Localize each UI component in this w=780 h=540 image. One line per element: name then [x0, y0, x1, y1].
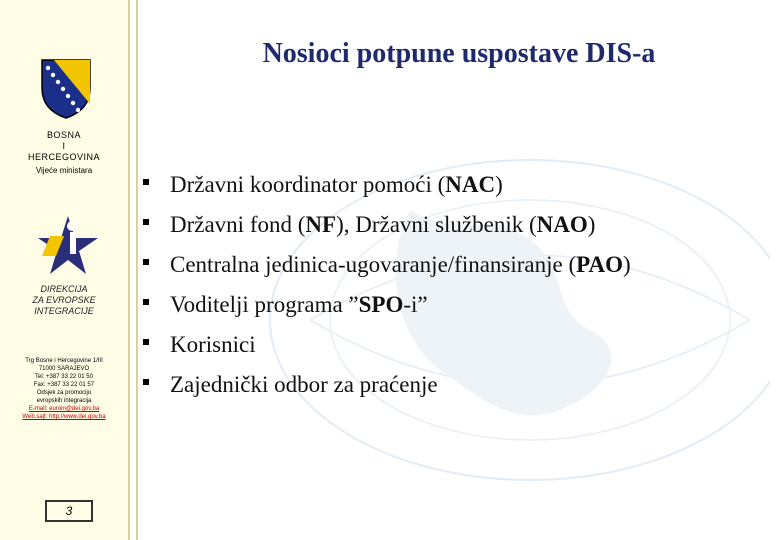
bullet-text: Zajednički odbor za praćenje: [170, 372, 438, 397]
bullet-text: Državni fond (NF), Državni službenik (NAO): [170, 212, 596, 237]
list-item: [140, 205, 770, 245]
bullet-icon: [143, 339, 149, 345]
list-item: [140, 245, 770, 285]
divider: [136, 0, 138, 540]
bullet-text: Državni koordinator pomoći (NAC): [170, 172, 503, 197]
list-item: [140, 285, 770, 325]
bullet-icon: [143, 179, 149, 185]
sidebar: [0, 0, 130, 540]
bullet-list: [140, 165, 770, 405]
directorate-name: DIREKCIJA ZA EVROPSKE INTEGRACIJE: [32, 284, 96, 316]
bullet-icon: [143, 219, 149, 225]
bullet-icon: [143, 299, 149, 305]
list-item: [140, 165, 770, 205]
email-link[interactable]: E-mail: euroin@dei.gov.ba: [28, 406, 100, 412]
bullet-icon: [143, 259, 149, 265]
website-link[interactable]: Web.sajt: http://www.dei.gov.ba: [22, 414, 106, 420]
bih-coat-of-arms-icon: [40, 58, 92, 120]
country-name: BOSNA I HERCEGOVINA: [27, 130, 100, 162]
council-name: Vijeće ministara: [35, 166, 93, 175]
bullet-text: Voditelji programa ”SPO-i”: [170, 292, 428, 317]
bullet-text: Korisnici: [170, 332, 256, 357]
slide-title: Nosioci potpune uspostave DIS-a: [262, 38, 656, 69]
list-item: [140, 365, 770, 405]
page-number: 3: [45, 500, 93, 522]
bullet-icon: [143, 379, 149, 385]
dei-logo-icon: [30, 212, 100, 276]
bullet-text: Centralna jedinica-ugovaranje/finansiranje (PAO): [170, 252, 631, 277]
list-item: [140, 325, 770, 365]
contact-info: Trg Bosne i Hercegovine 1/III 71000 SARAJEVO Tel: +387 33 22 01 50 Fax: +387 33 22 01 57 Odsjek za promociju evropskih integracija E-mail: euroin@dei.gov.ba Web.sajt: http://www.dei.gov.ba: [0, 357, 128, 421]
